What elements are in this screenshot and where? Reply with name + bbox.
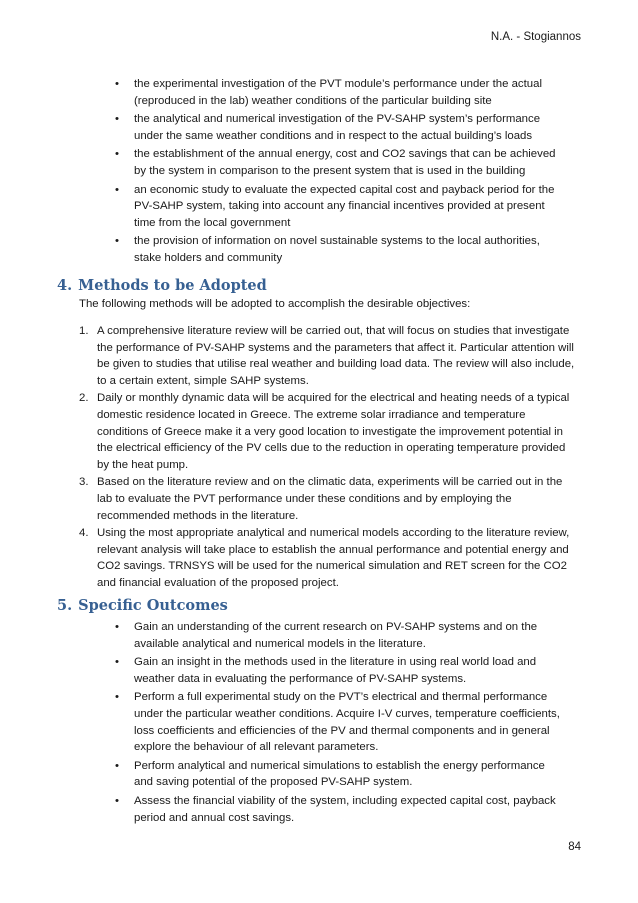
section-intro: The following methods will be adopted to accomplish the desirable objectives: <box>79 298 471 310</box>
bullet-icon: • <box>115 148 119 161</box>
bullet-icon: • <box>115 235 119 248</box>
list-item: • the analytical and numerical investigation of the PV-SAHP system’s performance under the same weather conditions and in respect to the actual building’s loads <box>115 113 541 142</box>
list-item: • Perform analytical and numerical simulations to establish the energy performance and saving potential of the proposed PV-SAHP system. <box>115 759 545 789</box>
section-number: 5. <box>57 597 73 614</box>
list-item: 3. Based on the literature review and on the climatic data, experiments will be carried out in the lab to evaluate the PVT performance under these conditions and by employing the recommended methods in the literature. <box>79 476 563 522</box>
item-number: 3. <box>79 476 89 489</box>
methods-list <box>0 323 638 593</box>
list-item: • Perform a full experimental study on the PVT’s electrical and thermal performance under the particular weather conditions. Acquire I-V curves, temperature coefficients, loss coefficients and efficiencies of the PV and thermal components and in general explore the behaviour of all relevant parameters. <box>115 691 560 754</box>
section-title: Specific Outcomes <box>78 597 228 614</box>
section-number: 4. <box>57 277 73 294</box>
list-item: • the experimental investigation of the PVT module’s performance under the actual (reproduced in the lab) weather conditions of the particular building site <box>115 78 542 107</box>
list-item: • Assess the financial viability of the system, including expected capital cost, payback period and annual cost savings. <box>115 794 556 824</box>
section-heading-outcomes <box>57 597 228 614</box>
list-item: 1. A comprehensive literature review will be carried out, that will focus on studies that investigate the performance of PV-SAHP systems and the parameters that affect it. Particular attention will be given to studies that utilise real weather and building load data. The review will also include, to a certain extent, simple SAHP systems. <box>79 325 575 387</box>
bullet-icon: • <box>115 759 119 772</box>
bullet-icon: • <box>115 183 119 196</box>
section-title: Methods to be Adopted <box>78 277 267 294</box>
list-item: 2. Daily or monthly dynamic data will be acquired for the electrical and heating needs of a typical domestic residence located in Greece. The extreme solar irradiance and temperature conditions of Greece make it a very good location to investigate the improvement potential in the electrical efficiency of the PV cells due to the reduction in operating temperature provided by the heat pump. <box>79 392 570 471</box>
running-header: N.A. - Stogiannos <box>490 31 581 43</box>
item-number: 1. <box>79 325 89 337</box>
item-number: 2. <box>79 392 89 405</box>
list-item: • Gain an understanding of the current research on PV-SAHP systems and on the available analytical and numerical models in the literature. <box>115 621 538 650</box>
bullet-icon: • <box>115 794 119 807</box>
list-item: • Gain an insight in the methods used in the literature in using real world load and weather data in evaluating the performance of PV-SAHP systems. <box>115 656 537 685</box>
section-heading-methods <box>57 277 267 294</box>
page-number: 84 <box>568 841 581 853</box>
item-number: 4. <box>79 527 89 540</box>
bullet-icon: • <box>115 621 119 633</box>
bullet-icon: • <box>115 656 119 669</box>
list-item: • an economic study to evaluate the expected capital cost and payback period for the PV-SAHP system, taking into account any financial incentives provided at present time from the local government <box>115 183 555 229</box>
list-item: • the provision of information on novel sustainable systems to the local authorities, stake holders and community <box>115 235 540 264</box>
bullet-icon: • <box>115 691 119 704</box>
outcomes-list <box>0 619 638 828</box>
bullet-icon: • <box>115 78 119 90</box>
objectives-list <box>0 76 638 269</box>
bullet-icon: • <box>115 113 119 126</box>
list-item: 4. Using the most appropriate analytical and numerical models according to the literature review, relevant analysis will take place to establish the annual performance and potential energy and CO2 savings. TRNSYS will be used for the numerical simulation and RET screen for the CO2 and financial evaluation of the proposed project. <box>79 527 570 589</box>
list-item: • the establishment of the annual energy, cost and CO2 savings that can be achieved by the system in comparison to the present system that is used in the building <box>115 148 556 177</box>
